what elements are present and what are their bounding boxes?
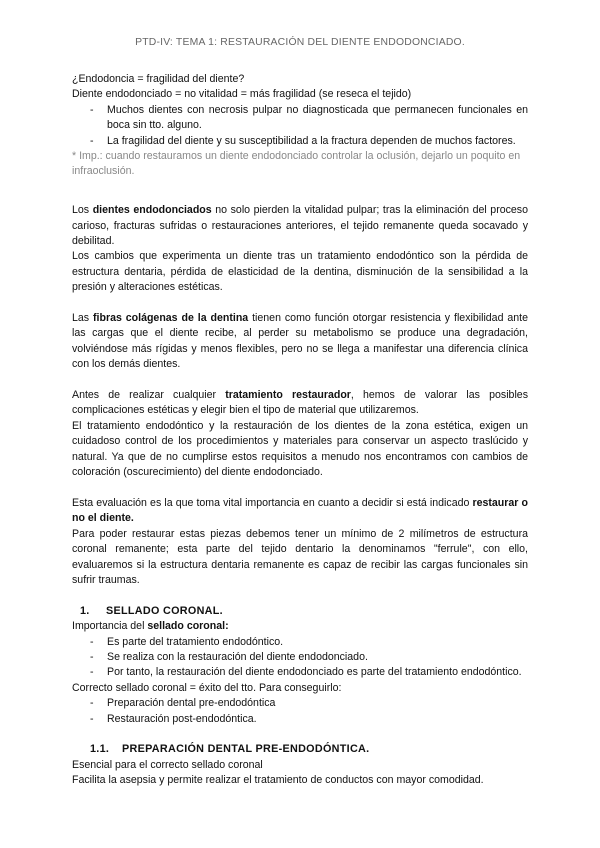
paragraph-estetica: El tratamiento endodóntico y la restauración de los dientes de la zona estética, exigen un cuidadoso control de los procedimientos y materiales para conservar un aspecto traslúcido y natural. Ya que de no cumplirse estos requisitos a menudo nos encontramos con cambios de coloración (oscurecimiento) del diente endodonciado. bbox=[72, 419, 528, 479]
page-content bbox=[72, 72, 528, 789]
list-item: - Se realiza con la restauración del diente endodonciado. bbox=[90, 650, 368, 663]
paragraph-cambios: Los cambios que experimenta un diente tras un tratamiento endodóntico son la pérdida de estructura dentaria, pérdida de elasticidad de la dentina, disminución de la sensibilidad a la presión y alteraciones estéticas. bbox=[72, 250, 528, 294]
list-item: - La fragilidad del diente y su susceptibilidad a la fractura dependen de muchos factores. bbox=[90, 134, 516, 147]
list-item: - Por tanto, la restauración del diente endodonciado es parte del tratamiento endodóntico. bbox=[90, 666, 522, 679]
subsection-heading-preparacion: 1.1. PREPARACIÓN DENTAL PRE-ENDODÓNTICA. bbox=[90, 743, 370, 756]
list-item: - Restauración post-endodóntica. bbox=[90, 712, 257, 725]
sellado-list bbox=[72, 635, 528, 681]
asepsia-line: Facilita la asepsia y permite realizar el tratamiento de conductos con mayor comodidad. bbox=[72, 774, 484, 787]
list-item: - Es parte del tratamiento endodóntico. bbox=[90, 635, 284, 648]
list-item: - Muchos dientes con necrosis pulpar no diagnosticada que permanecen funcionales en boca sin tto. alguno. bbox=[90, 103, 528, 132]
intro-list bbox=[72, 103, 528, 149]
intro-question: ¿Endodoncia = fragilidad del diente? bbox=[72, 73, 245, 85]
paragraph-tratamiento: Antes de realizar cualquier tratamiento restaurador, hemos de valorar las posibles complicaciones estéticas y elegir bien el tipo de material que utilizaremos. bbox=[72, 389, 528, 417]
paragraph-fibras: Las fibras colágenas de la dentina tienen como función otorgar resistencia y flexibilidad ante las cargas que el diente recibe, al perder su metabolismo se produce una degradación, volviéndose más rígidas y menos flexibles, pero no se llega a manifestar una diferencia clínica con los demás dientes. bbox=[72, 312, 528, 371]
conseguir-list bbox=[72, 696, 528, 727]
intro-line: Diente endodonciado = no vitalidad = más fragilidad (se reseca el tejido) bbox=[72, 88, 412, 101]
page-header: PTD-IV: TEMA 1: RESTAURACIÓN DEL DIENTE ENDODONCIADO. bbox=[135, 37, 465, 48]
importance-line: Importancia del sellado coronal: bbox=[72, 620, 229, 633]
essential-line: Esencial para el correcto sellado coronal bbox=[72, 758, 263, 771]
paragraph-endodonciados: Los dientes endodonciados no solo pierden la vitalidad pulpar; tras la eliminación del proceso carioso, fracturas sufridas o restauraciones anteriores, el tejido remanente queda socavado y debilitad. bbox=[72, 204, 528, 248]
important-note: * Imp.: cuando restauramos un diente endodonciado controlar la oclusión, dejarlo un poquito en infraoclusión. bbox=[72, 150, 521, 178]
paragraph-ferrule: Para poder restaurar estas piezas debemos tener un mínimo de 2 milímetros de estructura coronal remanente; esta parte del tejido dentario la denominamos "ferrule", con ello, evaluaremos si la estructura dentaria remanente es capaz de recibir las cargas funcionales sin sufrir traumas. bbox=[72, 527, 528, 586]
list-item: - Preparación dental pre-endodóntica bbox=[90, 697, 276, 710]
correct-seal-line: Correcto sellado coronal = éxito del tto. Para conseguirlo: bbox=[72, 681, 342, 694]
paragraph-evaluacion: Esta evaluación es la que toma vital importancia en cuanto a decidir si está indicado restaurar o no el diente. bbox=[72, 496, 528, 525]
section-heading-sellado: 1. SELLADO CORONAL. bbox=[80, 604, 223, 617]
